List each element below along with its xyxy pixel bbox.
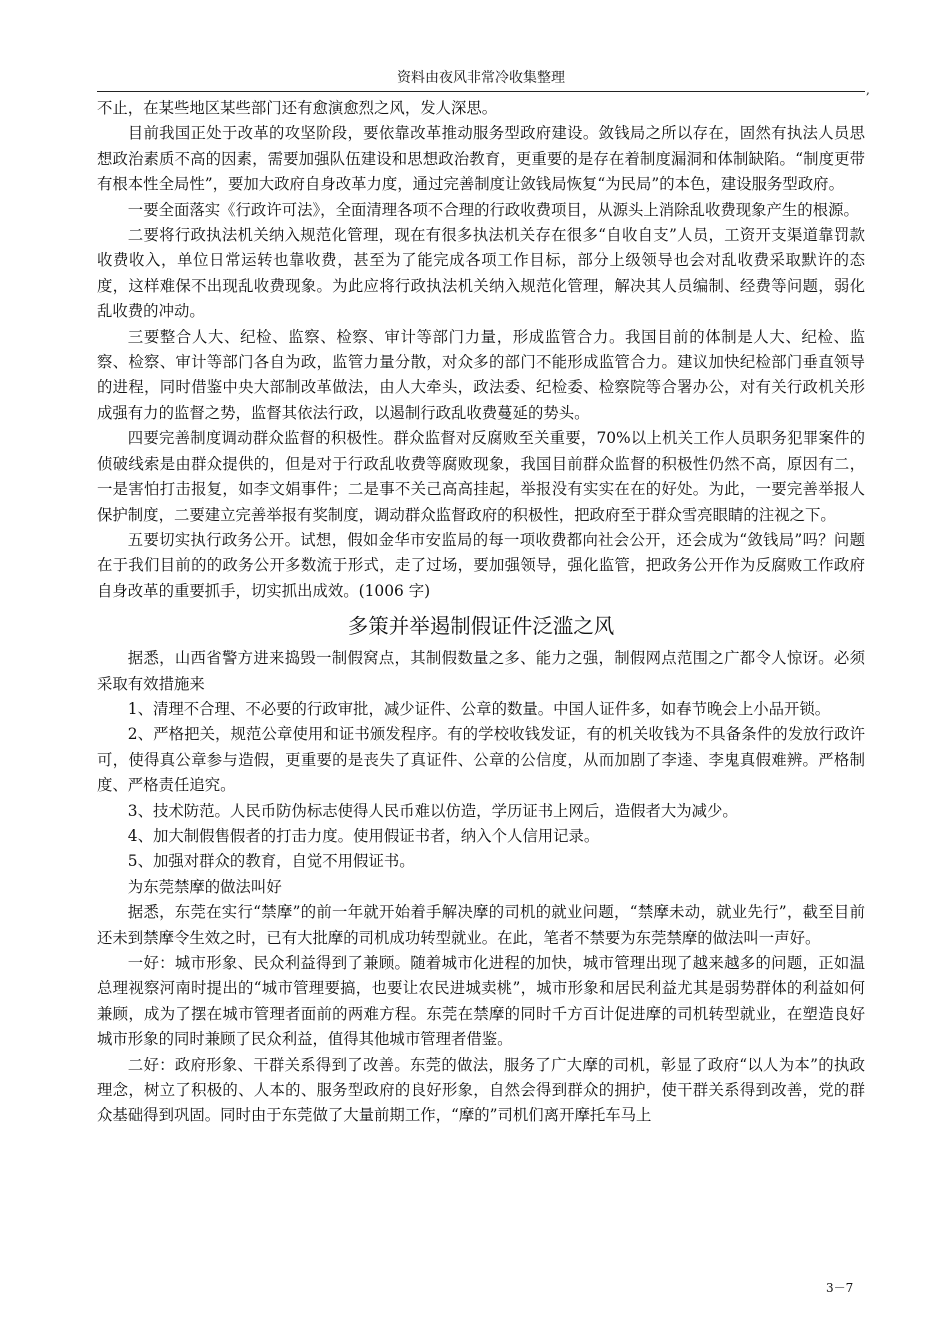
page-header: 资料由夜风非常冷收集整理 (397, 70, 565, 86)
paragraph: 二好：政府形象、干群关系得到了改善。东莞的做法，服务了广大摩的司机，彰显了政府“以人为本”的执政理念，树立了积极的、人本的、服务型政府的良好形象，自然会得到群众的拥护，使干群关系得到改善，党的群众基础得到巩固。同时由于东莞做了大量前期工作，“摩的”司机们离开摩托车马上 (97, 1055, 865, 1125)
paragraph: 一好：城市形象、民众利益得到了兼顾。随着城市化进程的加快，城市管理出现了越来越多的问题，正如温总理视察河南时提出的“城市管理要搞，也要让农民进城卖桃”，城市形象和居民利益尤其是弱势群体的利益如何兼顾，成为了摆在城市管理者面前的两难方程。东莞在禁摩的同时千方百计促进摩的司机转型就业，在塑造良好城市形象的同时兼顾了民众利益，值得其他城市管理者借鉴。 (97, 954, 865, 1049)
paragraph: 一要全面落实《行政许可法》，全面清理各项不合理的行政收费项目，从源头上消除乱收费现象产生的根源。 (127, 200, 859, 219)
list-item: 4、加大制假售假者的打击力度。使用假证书者，纳入个人信用记录。 (127, 826, 600, 845)
paragraph: 不止，在某些地区某些部门还有愈演愈烈之风，发人深思。 (97, 99, 498, 117)
paragraph: 四要完善制度调动群众监督的积极性。群众监督对反腐败至关重要，70%以上机关工作人员职务犯罪案件的侦破线索是由群众提供的，但是对于行政乱收费等腐败现象，我国目前群众监督的积极性仍然不高，原因有二，一是害怕打击报复，如李文娟事件；二是事不关己高高挂起，举报没有实实在在的好处。为此，一要完善举报人保护制度，二要建立完善举报有奖制度，调动群众监督政府的积极性，把政府至于群众雪亮眼睛的注视之下。 (97, 429, 865, 524)
paragraph: 三要整合人大、纪检、监察、检察、审计等部门力量，形成监管合力。我国目前的体制是人大、纪检、监察、检察、审计等部门各自为政，监管力量分散，对众多的部门不能形成监管合力。建议加快纪检部门垂直领导的进程，同时借鉴中央大部制改革做法，由人大牵头，政法委、纪检委、检察院等合署办公，对有关行政机关形成强有力的监督之势，监督其依法行政，以遏制行政乱收费蔓延的势头。 (97, 327, 865, 422)
section-title: 多策并举遏制假证件泛滥之风 (347, 614, 615, 639)
list-item: 2、严格把关，规范公章使用和证书颁发程序。有的学校收钱发证，有的机关收钱为不具备条件的发放行政许可，使得真公章参与造假，更重要的是丧失了真证件、公章的公信度，从而加剧了李逵、李鬼真假难辨。严格制度、严格责任追究。 (97, 725, 865, 795)
paragraph: 据悉，东莞在实行“禁摩”的前一年就开始着手解决摩的司机的就业问题，“禁摩未动，就业先行”，截至目前还未到禁摩令生效之时，已有大批摩的司机成功转型就业。在此，笔者不禁要为东莞禁摩的做法叫一声好。 (97, 903, 865, 947)
document-body (97, 96, 865, 1129)
header-rule (97, 91, 865, 92)
paragraph: 据悉，山西省警方进来捣毁一制假窝点，其制假数量之多、能力之强，制假网点范围之广都令人惊讶。必须采取有效措施来 (97, 649, 865, 693)
paragraph: 五要切实执行政务公开。试想，假如金华市安监局的每一项收费都向社会公开，还会成为“敛钱局”吗？问题在于我们目前的的政务公开多数流于形式，走了过场，要加强领导，强化监管，把政务公开作为反腐败工作政府自身改革的重要抓手，切实抓出成效。(1006 字) (97, 530, 865, 600)
list-item: 3、技术防范。人民币防伪标志使得人民币难以仿造，学历证书上网后，造假者大为减少。 (127, 801, 738, 820)
list-item: 1、清理不合理、不必要的行政审批，减少证件、公章的数量。中国人证件多，如春节晚会上小品开锁。 (127, 699, 831, 718)
paragraph: 二要将行政执法机关纳入规范化管理，现在有很多执法机关存在很多“自收自支”人员，工资开支渠道靠罚款收费收入，单位日常运转也靠收费，甚至为了能完成各项工作目标，部分上级领导也会对乱收费采取默许的态度，这样难保不出现乱收费现象。为此应将行政执法机关纳入规范化管理，解决其人员编制、经费等问题，弱化乱收费的冲动。 (97, 226, 865, 321)
subheading: 为东莞禁摩的做法叫好 (127, 877, 282, 896)
header-mark: , (866, 83, 870, 97)
page-number: 3－7 (826, 1281, 854, 1295)
paragraph: 目前我国正处于改革的攻坚阶段，要依靠改革推动服务型政府建设。敛钱局之所以存在，固然有执法人员思想政治素质不高的因素，需要加强队伍建设和思想政治教育，更重要的是存在着制度漏洞和体制缺陷。“制度更带有根本性全局性”，要加大政府自身改革力度，通过完善制度让敛钱局恢复“为民局”的本色，建设服务型政府。 (97, 124, 865, 194)
list-item: 5、加强对群众的教育，自觉不用假证书。 (127, 852, 415, 871)
